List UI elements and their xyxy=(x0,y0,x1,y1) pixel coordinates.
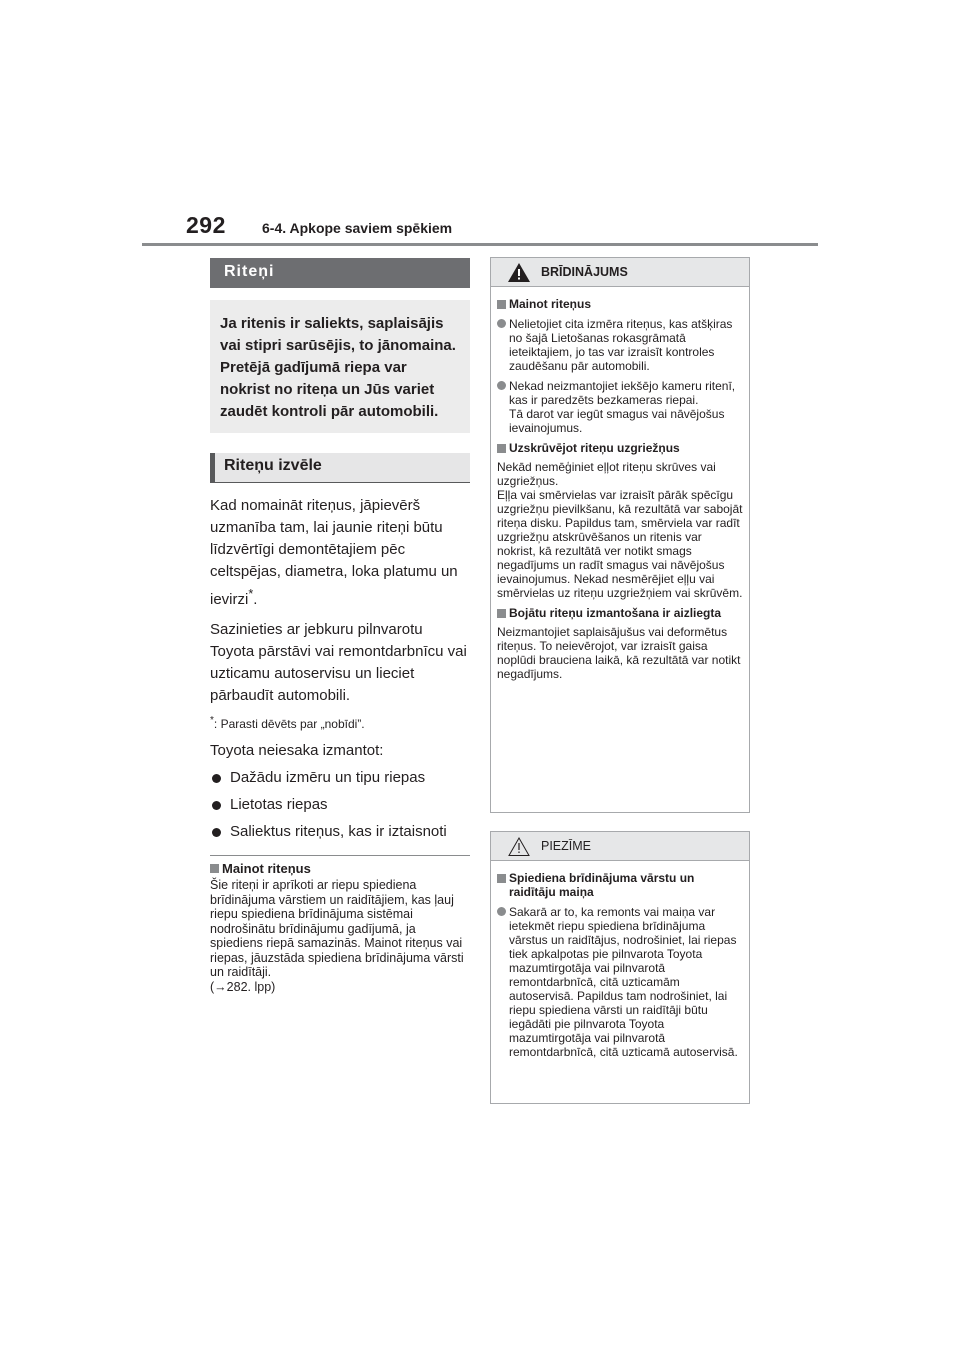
warning-body xyxy=(491,287,749,681)
warning-triangle-icon xyxy=(505,263,533,282)
paragraph-contact-dealer: Sazinieties ar jebkuru pilnvarotu Toyota pārstāvi vai remontdarbnīcu vai uzticamu autoservisu un lieciet pārbaudīt automobili. xyxy=(210,621,467,704)
footnote-text: : Parasti dēvēts par „nobīdi”. xyxy=(213,717,365,731)
page-reference-link[interactable]: 282. lpp) xyxy=(226,979,276,994)
paragraph-text: Kad nomaināt riteņus, jāpievērš uzmanība tam, lai jaunie riteņi būtu līdzvērtīgi demontētajiem pēc celtspējas, diametra, loka platumu un ievirzi xyxy=(210,497,458,608)
notice-bullet-1 xyxy=(497,905,743,1059)
changing-wheels-text: Šie riteņi ir aprīkoti ar riepu spiediena brīdinājuma vārstiem un raidītājiem, kas ļauj riepu spiediena brīdinājuma sistēmai nodrošinātu brīdinājumu gadījumā, ja spiediens riepā samazinās. Mainot riteņus vai riepas, jāuzstāda spiediena brīdinājuma vārsti un raidītāji. (→282. lpp) xyxy=(210,878,464,994)
lead-box: Ja ritenis ir saliekts, saplaisājis vai stipri sarūsējis, to jānomaina. Pretējā gadījumā riepa var nokrist no riteņa un Jūs variet zaudēt kontroli pār automobili. xyxy=(210,300,470,433)
warning-text-2 xyxy=(497,460,743,600)
left-divider xyxy=(210,855,470,856)
heading-text: Spiediena brīdinājuma vārstu un raidītāju maiņa xyxy=(509,871,695,899)
bullet-dot-icon xyxy=(212,801,221,810)
list-item-text: Dažādu izmēru un tipu riepas xyxy=(230,769,426,786)
changing-wheels-body: Šie riteņi ir aprīkoti ar riepu spiediena brīdinājuma vārstiem un raidītājiem, kas ļauj riepu spiediena brīdinājuma sistēmai nodrošinātu brīdinājumu gadījumā, ja spiediens riepā samazinās. Mainot riteņus vai riepas, jāuzstāda spiediena brīdinājuma vārsti un raidītāji. xyxy=(210,878,464,979)
warning-title: BRĪDINĀJUMS xyxy=(541,265,628,279)
list-item xyxy=(210,767,470,789)
list-item xyxy=(210,821,470,843)
square-marker-icon xyxy=(210,864,219,873)
warning-bullet-2 xyxy=(497,379,743,435)
warning-heading-2 xyxy=(497,441,743,455)
square-marker-icon xyxy=(497,300,506,309)
paragraph-not-recommended: Toyota neiesaka izmantot: xyxy=(210,742,384,759)
bullet-dot-icon xyxy=(497,381,506,390)
square-marker-icon xyxy=(497,874,506,883)
paragraph-wheel-selection xyxy=(210,495,470,611)
warning-header xyxy=(491,258,749,287)
footnote-marker: * xyxy=(248,587,254,601)
footnote-mark: * xyxy=(210,715,214,726)
bullet-text-a: Nekad neizmantojiet iekšējo kameru ritenī, kas ir paredzēts bezkameras riepai. xyxy=(509,379,736,407)
page-number: 292 xyxy=(186,212,226,238)
bullet-dot-icon xyxy=(497,907,506,916)
list-item-text: Lietotas riepas xyxy=(230,796,328,813)
list-item xyxy=(210,794,470,816)
bullet-dot-icon xyxy=(497,319,506,328)
changing-wheels-heading xyxy=(210,860,470,877)
heading-text: Mainot riteņus xyxy=(509,297,592,311)
header-rule xyxy=(142,243,818,246)
heading-text: Bojātu riteņu izmantošana ir aizliegta xyxy=(509,606,722,620)
list-item-text: Saliektus riteņus, kas ir iztaisnoti xyxy=(230,823,447,840)
text-b: Eļļa vai smērvielas var izraisīt pārāk spēcīgu uzgriežņu pievilkšanu, kā rezultātā var sabojāt riteņa disku. Papildus tam, smērviela var radīt uzgriežņu atskrūvēšanos un ritenis var nokrist, kā rezultātā ver notikt smags negadījums un radīt smagus vai nāvējošus ievainojumus. Nekad nesmērējiet eļļu vai smērvielas uz riteņu uzgriežņiem vai skrūvēm. xyxy=(497,488,743,600)
bullet-text: Nelietojiet cita izmēra riteņus, kas atšķiras no šajā Lietošanas rokasgrāmatā ieteiktajiem, jo tas var izraisīt kontroles zaudēšanu pār automobili. xyxy=(509,317,733,373)
warning-text-3: Neizmantojiet saplaisājušus vai deformētus riteņus. To neievērojot, var izraisīt gaisa noplūdi brauciena laikā, kā rezultātā var notikt negadījums. xyxy=(497,625,741,681)
notice-header xyxy=(491,832,749,861)
warning-heading-3 xyxy=(497,606,743,620)
warning-box xyxy=(490,257,750,813)
left-column xyxy=(210,258,470,994)
square-marker-icon xyxy=(497,444,506,453)
bullet-text xyxy=(509,379,743,435)
heading-text: Uzskrūvējot riteņu uzgriežņus xyxy=(509,441,680,455)
not-recommended-list xyxy=(210,767,470,843)
bullet-text: Sakarā ar to, ka remonts vai maiņa var ietekmēt riepu spiediena brīdinājuma vārstus un raidītājus, nodrošiniet, lai riepas tiek apkalpotas pie pilnvarota Toyota mazumtirgotāja vai pilnvarotā remontdarbnīcā, citā uzticamām autoservisā. Papildus tam nodrošiniet, lai riepu spiediena vārsti un raidītāji būtu iegādāti pie pilnvarota Toyota mazumtirgotāja vai pilnvarotā remontdarbnīcā, citā uzticamā autoservisā. xyxy=(509,905,738,1059)
heading-text: Mainot riteņus xyxy=(222,861,311,876)
warning-heading-1 xyxy=(497,297,743,311)
notice-box xyxy=(490,831,750,1104)
notice-heading-1 xyxy=(497,871,743,899)
paragraph-end: . xyxy=(253,591,258,608)
section-title: 6-4. Apkope saviem spēkiem xyxy=(262,220,453,236)
caution-triangle-outline-icon xyxy=(505,837,533,856)
subheading: Riteņu izvēle xyxy=(210,453,470,483)
bullet-text-b: Tā darot var iegūt smagus vai nāvējošus ievainojumus. xyxy=(509,407,725,435)
notice-body xyxy=(491,861,749,1059)
bullet-dot-icon xyxy=(212,828,221,837)
arrow-icon: → xyxy=(214,979,227,994)
section-band-title: Riteņi xyxy=(210,258,470,288)
text-a: Nekād nemēģiniet eļļot riteņu skrūves vai uzgriežņus. xyxy=(497,460,716,488)
square-marker-icon xyxy=(497,609,506,618)
notice-title: PIEZĪME xyxy=(541,839,592,853)
footnote xyxy=(210,713,470,732)
warning-bullet-1 xyxy=(497,317,743,373)
bullet-dot-icon xyxy=(212,774,221,783)
